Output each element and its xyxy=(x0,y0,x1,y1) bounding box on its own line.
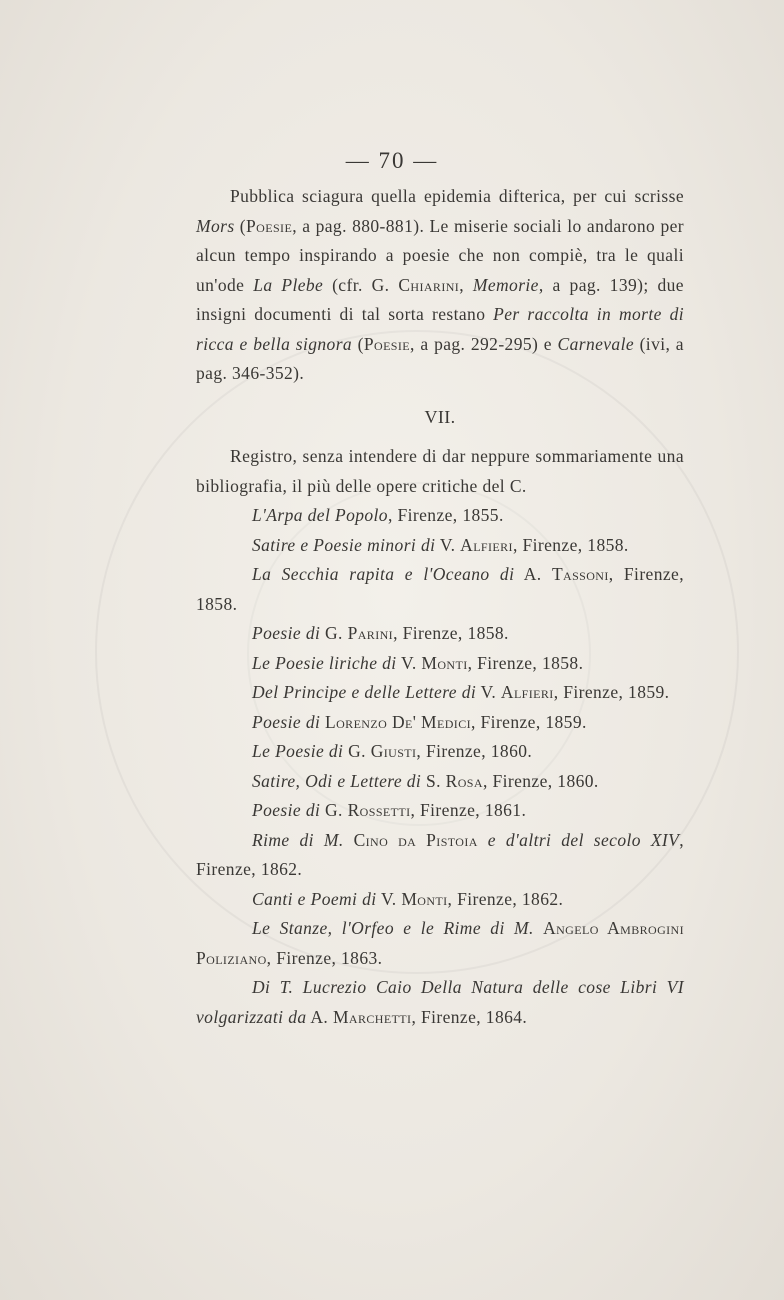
text-run: (cfr. G. xyxy=(323,274,399,295)
bib-entry xyxy=(196,914,684,973)
bib-imprint: , Firenze, 1860. xyxy=(482,770,599,791)
bib-title: Satire, Odi e Lettere di xyxy=(252,770,422,791)
bib-initial: A. xyxy=(514,564,552,584)
bib-author: Tassoni xyxy=(551,564,609,584)
text-run: , a pag. 139); due insigni documenti di tal sorta restano xyxy=(196,274,684,324)
bib-author: Marchetti xyxy=(332,1006,412,1027)
bib-title: Satire e Poesie minori di xyxy=(252,534,436,555)
bib-title: L'Arpa del Popolo xyxy=(252,505,388,525)
bib-entry xyxy=(196,973,684,1032)
bib-imprint: , Firenze, 1859. xyxy=(553,682,670,702)
text-run: Pubblica sciagura quella epidemia difterica, per cui scrisse xyxy=(230,186,684,206)
title-la-plebe: La Plebe xyxy=(253,274,324,295)
text-run: (ivi, a pag. 346-352). xyxy=(196,333,684,383)
paragraph-epidemic xyxy=(196,182,684,389)
bib-initial: A. xyxy=(306,1006,333,1027)
title-per-raccolta: Per raccolta in morte di ricca e bella signora xyxy=(196,304,684,354)
bib-author: Cino da Pistoia xyxy=(353,829,478,850)
title-carnevale: Carnevale xyxy=(557,333,635,354)
bib-author: Angelo Ambrogini Poliziano xyxy=(196,918,684,968)
bib-title: Del Principe e delle Lettere di xyxy=(252,682,477,702)
bibliography-list xyxy=(196,501,684,1032)
bib-entry xyxy=(196,501,684,531)
author-chiarini: Chiarini xyxy=(398,274,460,295)
bib-initial: V. xyxy=(435,534,461,555)
bib-initial: V. xyxy=(476,682,501,702)
bib-author: Giusti xyxy=(370,741,417,761)
bib-entry xyxy=(196,885,684,915)
bib-entry xyxy=(196,649,684,679)
bib-initial: G. xyxy=(320,623,348,643)
title-mors: Mors xyxy=(196,215,235,236)
bib-imprint: , Firenze, 1862. xyxy=(196,829,685,879)
page-body xyxy=(196,182,684,1032)
bib-initial: V. xyxy=(376,888,402,909)
ref-poesie: Poesie xyxy=(246,215,293,236)
bib-entry xyxy=(196,619,684,649)
bib-title: Le Stanze, l'Orfeo e le Rime di M. xyxy=(252,918,534,938)
bib-author: Alfieri xyxy=(460,534,513,555)
bib-author: Lorenzo De' Medici xyxy=(325,711,471,732)
bib-title: Le Poesie liriche di xyxy=(252,652,397,673)
bib-title: Di T. Lucrezio Caio Della Natura delle cose Libri VI volgarizzati da xyxy=(196,977,684,1027)
bib-author: Monti xyxy=(401,888,448,909)
bib-entry xyxy=(196,826,684,885)
bib-title: La Secchia rapita e l'Oceano di xyxy=(252,564,515,584)
bib-imprint: , Firenze, 1855. xyxy=(387,505,504,525)
bib-author: Alfieri xyxy=(500,682,554,702)
title-memorie: Memorie xyxy=(472,274,539,295)
bib-entry xyxy=(196,708,684,738)
bib-title: Le Poesie di xyxy=(252,741,344,761)
bib-title-continued: e d'altri del secolo XIV xyxy=(477,829,680,850)
text-run: , xyxy=(459,274,473,295)
text-run: ( xyxy=(234,215,247,236)
bib-author: Rosa xyxy=(445,770,483,791)
bib-imprint: , Firenze, 1858. xyxy=(467,652,584,673)
bib-title: Poesie di xyxy=(252,800,321,820)
bib-title: Poesie di xyxy=(252,623,321,643)
bib-imprint: , Firenze, 1858. xyxy=(512,534,629,555)
bib-imprint: , Firenze, 1858. xyxy=(196,564,684,614)
bib-entry xyxy=(196,560,684,619)
section-heading: VII. xyxy=(424,406,456,427)
bib-entry xyxy=(196,678,684,708)
bib-author: Monti xyxy=(421,652,468,673)
bib-imprint: , Firenze, 1859. xyxy=(471,711,587,732)
bib-initial: G. xyxy=(320,800,348,820)
text-run: , a pag. 880-881). Le miserie sociali lo andarono per alcun tempo inspirando a poesie che non compiè, tra le quali un'ode xyxy=(196,215,684,295)
bib-initial: V. xyxy=(396,652,422,673)
bib-entry xyxy=(196,531,684,561)
ref-poesie: Poesie xyxy=(363,333,411,354)
page-number: — 70 — xyxy=(345,148,439,173)
bib-initial xyxy=(344,830,354,850)
bib-entry xyxy=(196,767,684,797)
bib-entry xyxy=(196,796,684,826)
bib-title: Rime di M. xyxy=(252,829,344,850)
bib-imprint: , Firenze, 1860. xyxy=(416,741,533,761)
bib-initial xyxy=(534,918,543,938)
bib-imprint: , Firenze, 1864. xyxy=(411,1006,528,1027)
bib-author: Parini xyxy=(347,623,394,643)
bib-title: Canti e Poemi di xyxy=(252,888,377,909)
paragraph-register: Registro, senza intendere di dar neppure sommariamente una bibliografia, il più delle opere critiche del C. xyxy=(196,446,684,496)
bib-initial: G. xyxy=(343,741,371,761)
bib-imprint: , Firenze, 1863. xyxy=(266,947,383,968)
bib-imprint: , Firenze, 1858. xyxy=(393,623,509,643)
text-run: ( xyxy=(352,333,364,354)
text-run: , a pag. 292-295) e xyxy=(410,333,558,354)
bib-imprint: , Firenze, 1861. xyxy=(410,800,527,820)
bib-imprint: , Firenze, 1862. xyxy=(447,888,564,909)
bib-author: Rossetti xyxy=(347,800,411,820)
bib-initial: S. xyxy=(421,770,446,791)
bib-title: Poesie di xyxy=(252,711,321,732)
bib-entry xyxy=(196,737,684,767)
